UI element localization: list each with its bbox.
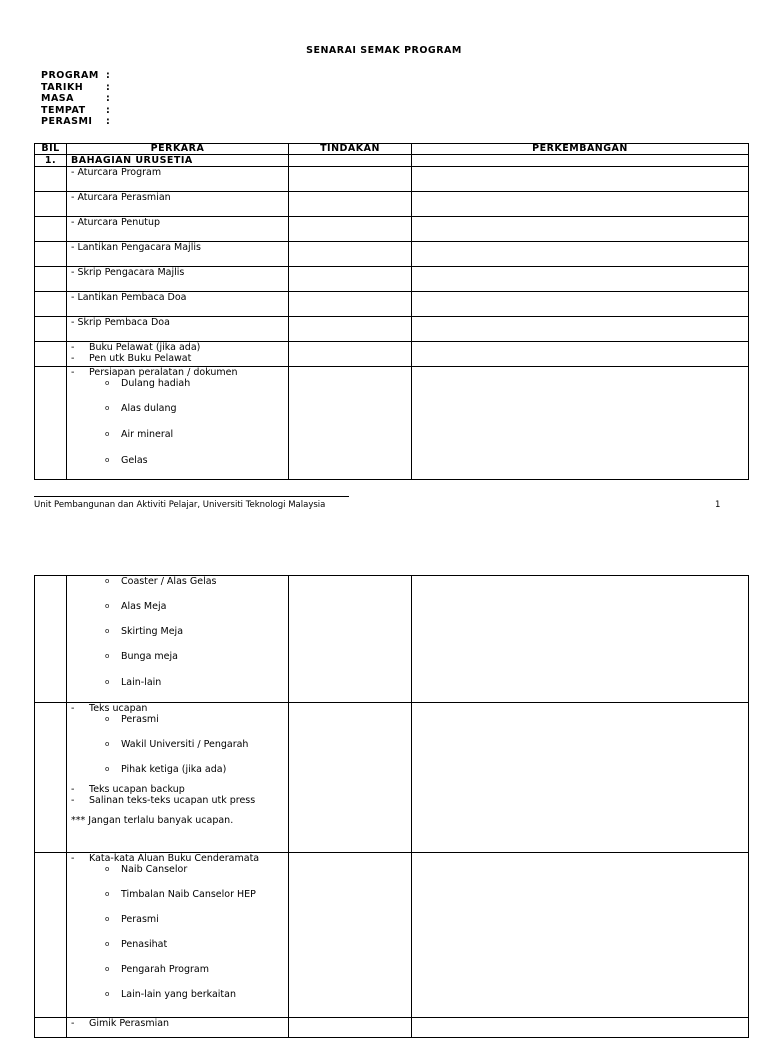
- perkembangan-cell[interactable]: [412, 317, 749, 342]
- table-row: [35, 167, 749, 192]
- tindakan-cell[interactable]: [289, 267, 412, 292]
- perkembangan-cell[interactable]: [412, 853, 749, 1018]
- list-item: o Alas Meja: [105, 601, 167, 612]
- item-label: - Lantikan Pengacara Majlis: [67, 242, 289, 267]
- meta-masa: MASA :: [41, 93, 111, 104]
- perkembangan-cell[interactable]: [412, 703, 749, 853]
- footer-rule: [34, 496, 349, 497]
- tindakan-cell[interactable]: [289, 167, 412, 192]
- section-row: [35, 155, 749, 167]
- bullet-icon: o: [105, 965, 110, 973]
- table-row: [35, 853, 749, 1018]
- item-label: Teks ucapan backup: [89, 784, 185, 795]
- bullet-icon: o: [105, 940, 110, 948]
- tindakan-cell[interactable]: [289, 703, 412, 853]
- note-text: *** Jangan terlalu banyak ucapan.: [71, 815, 234, 826]
- item-label: - Aturcara Penutup: [67, 217, 289, 242]
- item-label: - Lantikan Pembaca Doa: [67, 292, 289, 317]
- persiapan-continued-cell: [67, 576, 289, 703]
- bullet-icon: o: [105, 765, 110, 773]
- perkembangan-cell[interactable]: [412, 342, 749, 367]
- list-item: o Gelas: [105, 455, 148, 466]
- perkembangan-cell[interactable]: [412, 155, 749, 167]
- item-label: - Skrip Pembaca Doa: [67, 317, 289, 342]
- document-title: SENARAI SEMAK PROGRAM: [306, 45, 462, 56]
- bullet-icon: o: [105, 890, 110, 898]
- tindakan-cell[interactable]: [289, 292, 412, 317]
- perkembangan-cell[interactable]: [412, 267, 749, 292]
- item-label: Pen utk Buku Pelawat: [89, 353, 192, 364]
- perkembangan-cell[interactable]: [412, 167, 749, 192]
- meta-tarikh: TARIKH :: [41, 81, 111, 93]
- list-item: o Perasmi: [105, 714, 159, 725]
- header-bil: BIL: [35, 144, 67, 155]
- checklist-table: [34, 143, 749, 480]
- item-label: - Aturcara Perasmian: [67, 192, 289, 217]
- list-item: o Naib Canselor: [105, 864, 188, 875]
- section-title: BAHAGIAN URUSETIA: [67, 155, 289, 167]
- checklist-table-continued: [34, 575, 749, 1038]
- list-item: o Pengarah Program: [105, 964, 209, 975]
- list-item: o Bunga meja: [105, 651, 178, 662]
- item-label: Kata-kata Aluan Buku Cenderamata: [89, 853, 260, 864]
- item-label: Salinan teks-teks ucapan utk press: [89, 795, 256, 806]
- table-row: [35, 576, 749, 703]
- perkembangan-cell[interactable]: [412, 217, 749, 242]
- list-item: o Air mineral: [105, 429, 174, 440]
- bullet-icon: o: [105, 740, 110, 748]
- perkembangan-cell[interactable]: [412, 576, 749, 703]
- list-item: o Perasmi: [105, 914, 159, 925]
- header-perkembangan: PERKEMBANGAN: [412, 144, 749, 155]
- bullet-icon: o: [105, 404, 110, 412]
- buku-pelawat-cell: - Buku Pelawat (jika ada) - Pen utk Buku Pelawat: [67, 342, 289, 367]
- gimik-cell: - Gimik Perasmian: [67, 1018, 289, 1038]
- footer-text: Unit Pembangunan dan Aktiviti Pelajar, Universiti Teknologi Malaysia: [34, 500, 326, 510]
- table-row: [35, 192, 749, 217]
- program-meta: [41, 70, 110, 128]
- bullet-icon: o: [105, 627, 110, 635]
- tindakan-cell[interactable]: [289, 242, 412, 267]
- bullet-icon: o: [105, 602, 110, 610]
- tindakan-cell[interactable]: [289, 1018, 412, 1038]
- bullet-icon: o: [105, 379, 110, 387]
- table-row: [35, 367, 749, 480]
- table-row: [35, 342, 749, 367]
- list-item: o Wakil Universiti / Pengarah: [105, 739, 249, 750]
- table-row: [35, 292, 749, 317]
- tindakan-cell[interactable]: [289, 217, 412, 242]
- tindakan-cell[interactable]: [289, 342, 412, 367]
- kata-aluan-cell: - Kata-kata Aluan Buku Cenderamata o Naib Canselor o Timbalan Naib Canselor HEP o Perasmi o Penasihat o Pengarah Program o Lain-lain yang berkaitan: [67, 853, 289, 1018]
- bullet-icon: o: [105, 456, 110, 464]
- teks-ucapan-cell: - Teks ucapan o Perasmi o Wakil Universiti / Pengarah o Pihak ketiga (jika ada) - Teks ucapan backup - Salinan teks-teks ucapan utk press *** Jangan terlalu banyak ucapan.: [67, 703, 289, 853]
- list-item: o Coaster / Alas Gelas: [105, 576, 217, 587]
- tindakan-cell[interactable]: [289, 317, 412, 342]
- meta-perasmi: PERASMI :: [41, 116, 111, 127]
- tindakan-cell[interactable]: [289, 155, 412, 167]
- item-label: Gimik Perasmian: [89, 1018, 170, 1029]
- tindakan-cell[interactable]: [289, 192, 412, 217]
- section-number: 1.: [35, 155, 67, 167]
- bullet-icon: o: [105, 652, 110, 660]
- item-label: Teks ucapan: [89, 703, 148, 714]
- list-item: o Dulang hadiah: [105, 378, 191, 389]
- table-row: [35, 703, 749, 853]
- bullet-icon: o: [105, 577, 110, 585]
- bullet-icon: o: [105, 715, 110, 723]
- perkembangan-cell[interactable]: [412, 292, 749, 317]
- list-item: o Pihak ketiga (jika ada): [105, 764, 227, 775]
- list-item: o Lain-lain: [105, 677, 162, 688]
- table-row: [35, 267, 749, 292]
- item-label: Persiapan peralatan / dokumen: [89, 367, 238, 378]
- bullet-icon: o: [105, 430, 110, 438]
- bullet-icon: o: [105, 865, 110, 873]
- tindakan-cell[interactable]: [289, 853, 412, 1018]
- table-row: [35, 242, 749, 267]
- item-label: - Skrip Pengacara Majlis: [67, 267, 289, 292]
- perkembangan-cell[interactable]: [412, 1018, 749, 1038]
- perkembangan-cell[interactable]: [412, 242, 749, 267]
- table-row: [35, 317, 749, 342]
- page-number: 1: [715, 500, 721, 510]
- list-item: o Timbalan Naib Canselor HEP: [105, 889, 256, 900]
- list-item: o Penasihat: [105, 939, 168, 950]
- header-tindakan: TINDAKAN: [289, 144, 412, 155]
- bullet-icon: o: [105, 915, 110, 923]
- meta-program: PROGRAM :: [41, 70, 111, 81]
- perkembangan-cell[interactable]: [412, 192, 749, 217]
- persiapan-cell: - Persiapan peralatan / dokumen o Dulang hadiah o Alas dulang o Air mineral o Gelas: [67, 367, 289, 480]
- tindakan-cell[interactable]: [289, 367, 412, 480]
- header-perkara: PERKARA: [67, 144, 289, 155]
- item-label: Buku Pelawat (jika ada): [89, 342, 201, 353]
- meta-tempat: TEMPAT :: [41, 104, 111, 116]
- bullet-icon: o: [105, 678, 110, 686]
- table-header-row: [35, 144, 749, 155]
- list-item: o Alas dulang: [105, 403, 177, 414]
- perkembangan-cell[interactable]: [412, 367, 749, 480]
- list-item: o Lain-lain yang berkaitan: [105, 989, 237, 1000]
- list-item: o Skirting Meja: [105, 626, 184, 637]
- bullet-icon: o: [105, 990, 110, 998]
- item-label: - Aturcara Program: [67, 167, 289, 192]
- table-row: [35, 1018, 749, 1038]
- table-row: [35, 217, 749, 242]
- tindakan-cell[interactable]: [289, 576, 412, 703]
